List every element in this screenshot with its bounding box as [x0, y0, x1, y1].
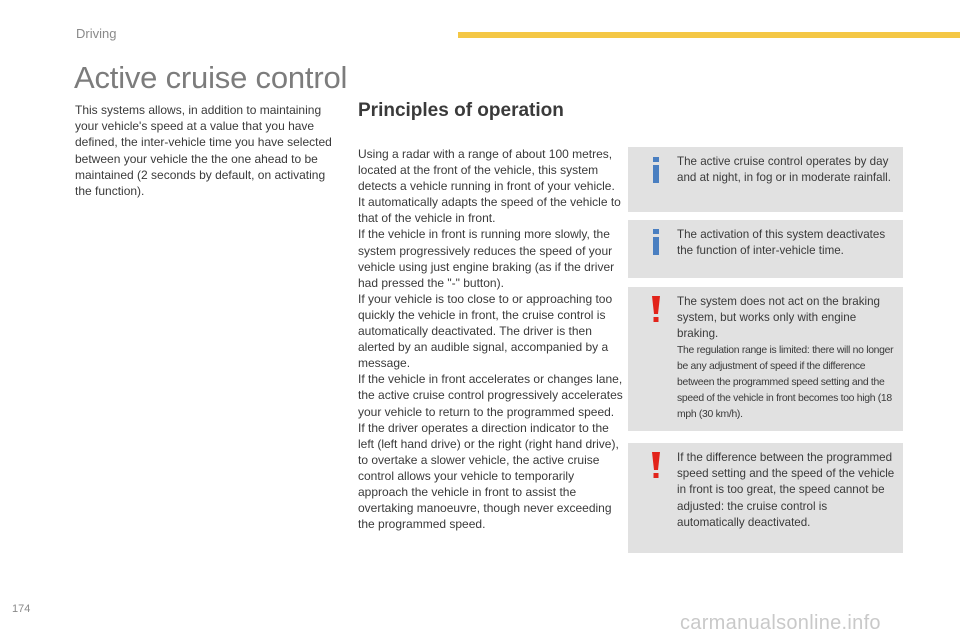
principles-paragraph: If the driver operates a direction indicator to the left (left hand drive) or the right (right hand drive), to overtake a slower vehicle, the active cruise control allows your vehicle to temporarily approach the vehicle in front to assist the overtaking manoeuvre, though never exceeding the programmed speed.	[358, 420, 619, 532]
principles-heading: Principles of operation	[358, 100, 564, 121]
principles-paragraph: Using a radar with a range of about 100 metres, located at the front of the vehicle, this system detects a vehicle running in front of your vehicle.	[358, 147, 615, 194]
principles-paragraph: It automatically adapts the speed of the vehicle to that of the vehicle in front.	[358, 195, 621, 226]
accent-bar	[458, 32, 960, 38]
note-small-text: The regulation range is limited: there will no longer be any adjustment of speed if the difference between the programmed speed setting and the speed of the vehicle in front becomes too high (18 mph (30 km/h).	[677, 344, 894, 421]
info-note	[628, 147, 903, 212]
warning-icon	[648, 296, 664, 322]
warning-icon	[648, 452, 664, 478]
page-number: 174	[12, 603, 31, 615]
note-text: The activation of this system deactivates the function of inter-vehicle time.	[677, 228, 886, 258]
note-text: The system does not act on the braking system, but works only with engine braking.	[677, 295, 881, 341]
info-icon	[648, 229, 664, 255]
intro-paragraph: This systems allows, in addition to maintaining your vehicle's speed at a value that you have defined, the inter-vehicle time you have selected between your vehicle the the one ahead to be maintained (2 seconds by default, on activating the function).	[75, 103, 332, 199]
note-text: If the difference between the programmed speed setting and the speed of the vehicle in front is too great, the speed cannot be adjusted: the cruise control is automatically deactivated.	[677, 451, 895, 529]
watermark[interactable]: carmanualsonline.info	[680, 612, 881, 634]
principles-paragraph: If the vehicle in front is running more slowly, the system progressively reduces the speed of your vehicle using just engine braking (as if the driver had pressed the "-" button).	[358, 227, 615, 290]
info-note	[628, 220, 903, 278]
principles-paragraph: If the vehicle in front accelerates or changes lane, the active cruise control progressively accelerates your vehicle to return to the programmed speed.	[358, 372, 623, 419]
principles-paragraph: If your vehicle is too close to or approaching too quickly the vehicle in front, the cruise control is automatically deactivated. The driver is then alerted by an audible signal, accompanied by a message.	[358, 291, 613, 371]
warning-note	[628, 287, 903, 431]
warning-note	[628, 443, 903, 553]
section-label: Driving	[76, 26, 117, 41]
info-icon	[648, 157, 664, 183]
page-title: Active cruise control	[74, 60, 348, 95]
principles-body	[358, 146, 624, 532]
note-text: The active cruise control operates by day and at night, in fog or in moderate rainfall.	[677, 155, 891, 185]
